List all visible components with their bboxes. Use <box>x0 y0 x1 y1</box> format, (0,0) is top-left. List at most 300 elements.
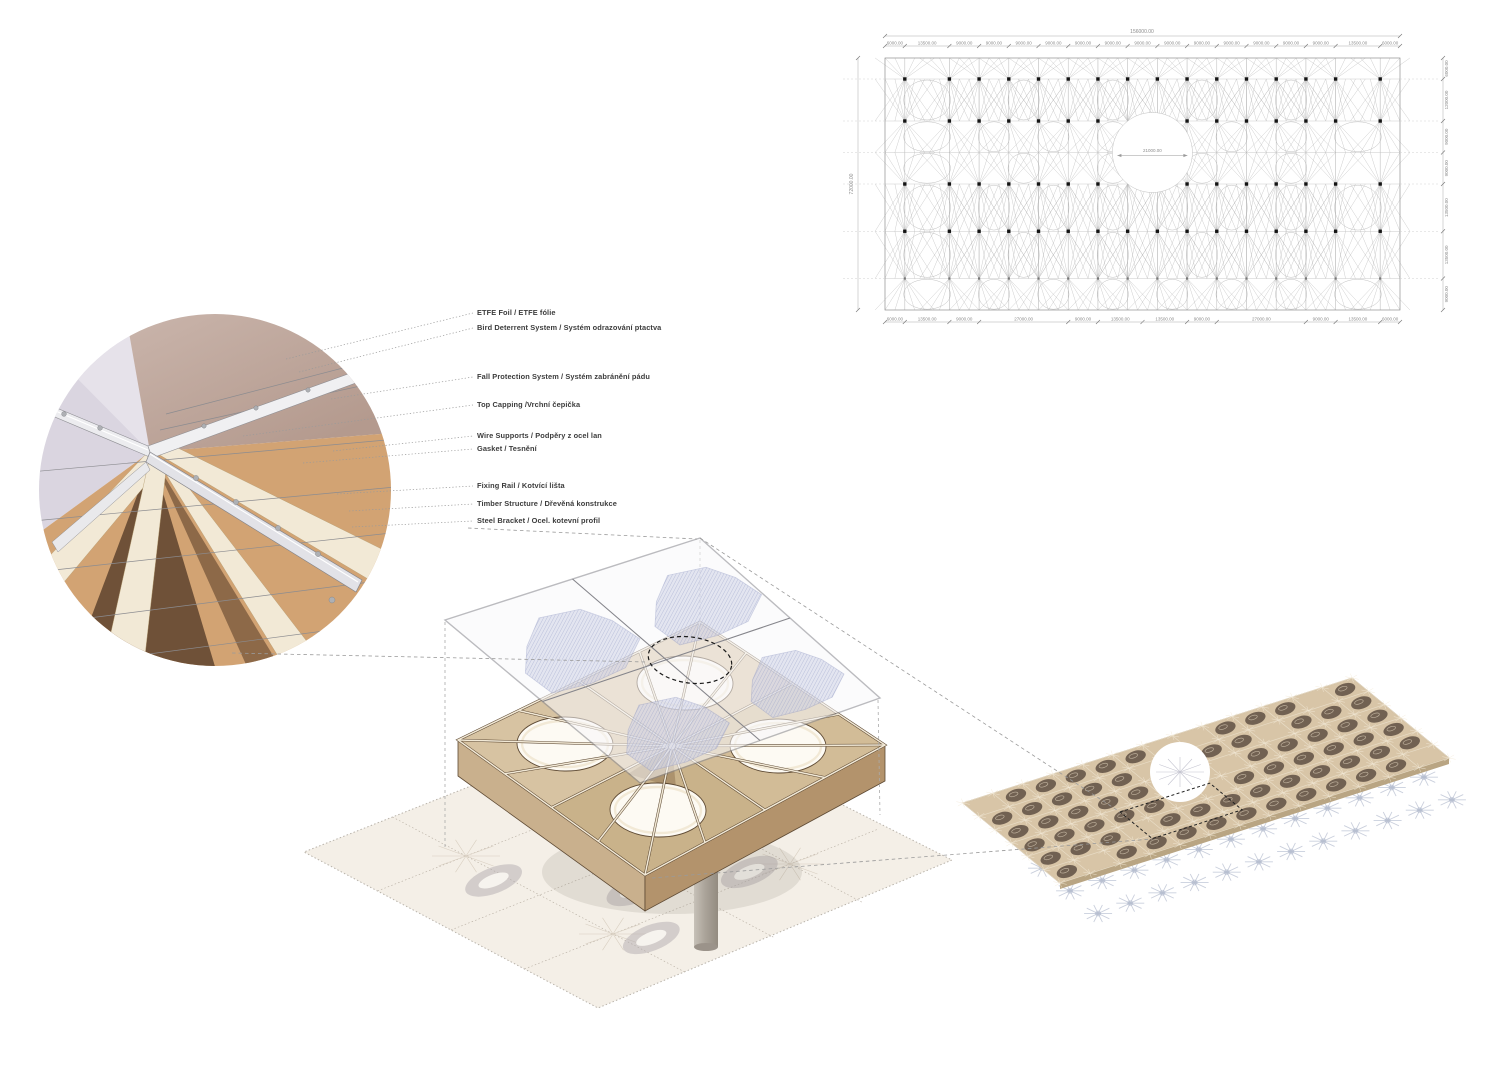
plan-fan-line <box>1207 58 1217 79</box>
plan-column-node-light <box>1067 277 1069 279</box>
plan-fan-line <box>1048 153 1068 185</box>
slab-fan-ray <box>1401 715 1406 718</box>
plan-fan-line <box>939 153 949 185</box>
plan-circle-motif <box>904 232 951 277</box>
slab-fan-ray <box>1081 760 1083 764</box>
callout-label: Timber Structure / Dřevěná konstrukce <box>477 499 617 508</box>
plan-fan-line <box>1197 153 1217 185</box>
slab-fan-ray <box>1368 688 1373 691</box>
plan-fan-line <box>1380 279 1390 311</box>
plan-fan-line <box>949 121 969 153</box>
plan-fan-line <box>1128 279 1138 311</box>
plan-column-node-light <box>1305 277 1307 279</box>
plan-fan-line <box>959 279 979 311</box>
shadow-core <box>1288 849 1294 855</box>
plan-fan-line <box>1306 153 1316 185</box>
plan-column-node <box>1245 182 1248 185</box>
plan-fan-line <box>1138 58 1158 79</box>
plan-column-node <box>1156 77 1159 80</box>
plan-fan-line <box>1068 121 1088 153</box>
plan-fan-line <box>1276 279 1286 311</box>
slab-fan-ray <box>1046 773 1053 774</box>
plan-fan-line <box>1246 153 1256 185</box>
slab-fan-ray <box>1166 734 1173 735</box>
shadow-core <box>1421 774 1427 780</box>
slab-fan-ray <box>1321 683 1323 687</box>
plan-fan-line <box>905 153 935 185</box>
plan-fan-line <box>1360 279 1380 311</box>
plan-column-node <box>1378 182 1381 185</box>
plan-fan-line <box>1237 279 1247 311</box>
plan-fan-line <box>949 153 969 185</box>
slab-fan-ray <box>1016 782 1023 783</box>
plan-fan-line <box>930 279 950 311</box>
plan-column-node-light <box>1245 277 1247 279</box>
plan-fan-line <box>1098 279 1108 311</box>
slab-fan-ray <box>1350 674 1352 678</box>
slab-fan-ray <box>1076 763 1083 764</box>
shadow-core <box>1127 900 1133 906</box>
plan-fan-line <box>1108 279 1128 311</box>
plan-fan-line <box>1078 153 1098 185</box>
plan-fan-line <box>1098 279 1118 311</box>
plan-column-node-light <box>1008 277 1010 279</box>
slab-fan-ray <box>986 792 993 793</box>
plan-column-node <box>1037 119 1040 122</box>
plan-column-node <box>1304 119 1307 122</box>
plan-fan-line <box>875 279 905 311</box>
plan-fan-line <box>979 121 999 153</box>
plan-column-node-light <box>1216 277 1218 279</box>
slab-fan-ray <box>1226 715 1233 716</box>
plan-fan-line <box>979 153 999 185</box>
dim-label: 13500.00 <box>1444 198 1449 218</box>
plan-fan-line <box>1029 58 1039 79</box>
dim-label: 13500.00 <box>1348 316 1368 322</box>
plan-fan-line <box>1306 58 1326 79</box>
shadow-core <box>1352 828 1358 834</box>
plan-column-node <box>1185 77 1188 80</box>
callout-label: Fall Protection System / Systém zabránění pádu <box>477 372 650 381</box>
plan-fan-line <box>1058 153 1068 185</box>
slab-fan-ray <box>956 802 963 803</box>
plan-fan-line <box>1009 58 1029 79</box>
plan-fan-line <box>1256 58 1276 79</box>
callout-label: Gasket / Tesnění <box>477 444 537 453</box>
dim-label: 12000.00 <box>1444 90 1449 110</box>
shadow-core <box>1099 878 1105 884</box>
callout-label: Top Capping /Vrchní čepička <box>477 400 581 409</box>
plan-fan-line <box>939 279 949 311</box>
plan-fan-line <box>1380 153 1400 185</box>
plan-fan-line <box>999 279 1009 311</box>
plan-fan-line <box>1380 121 1400 153</box>
plan-column-node <box>977 119 980 122</box>
plan-column-node <box>1007 182 1010 185</box>
plan-fan-line <box>949 121 959 153</box>
shadow-core <box>1067 888 1073 894</box>
plan-column-node <box>1037 77 1040 80</box>
plan-fan-line <box>1098 153 1108 185</box>
plan-fan-line <box>979 279 989 311</box>
plan-fan-line <box>920 153 950 185</box>
plan-fan-line <box>969 58 979 79</box>
plan-fan-line <box>1108 58 1128 79</box>
plan-fan-line <box>1078 121 1098 153</box>
slab-fan-ray <box>1291 693 1293 697</box>
plan-fan-line <box>1088 153 1098 185</box>
plan-fan-line <box>1276 58 1286 79</box>
plan-fan-line <box>1217 58 1237 79</box>
plan-column-node <box>1067 77 1070 80</box>
plan-column-node <box>1126 77 1129 80</box>
plan-fan-line <box>1068 153 1088 185</box>
plan-fan-line <box>1336 58 1346 79</box>
plan-fan-line <box>989 279 1009 311</box>
plan-fan-line <box>1217 121 1227 153</box>
plan-fan-line <box>1370 279 1380 311</box>
plan-fan-line <box>1286 121 1306 153</box>
plan-fan-line <box>1227 153 1247 185</box>
plan-column-node <box>1245 230 1248 233</box>
plan-fan-line <box>1360 153 1380 185</box>
plan-fan-line <box>875 153 905 185</box>
plan-fan-line <box>1068 121 1078 153</box>
dim-label: 9000.00 <box>956 316 973 322</box>
plan-fan-line <box>949 153 959 185</box>
plan-fan-line <box>1048 121 1068 153</box>
plan-fan-line <box>1246 121 1266 153</box>
plan-column-node-light <box>978 277 980 279</box>
plan-column-node <box>1215 182 1218 185</box>
slab-fan-ray <box>1345 677 1352 678</box>
plan-fan-line <box>1276 121 1296 153</box>
slab-fan-ray <box>1449 755 1454 758</box>
slab-fan-ray <box>958 803 963 806</box>
plan-column-node <box>1334 182 1337 185</box>
slab-fan-ray <box>1141 741 1143 745</box>
plan-fan-line <box>1276 279 1296 311</box>
plan-fan-line <box>1227 121 1247 153</box>
slab-fan-ray <box>1417 728 1422 731</box>
plan-column-node-light <box>1156 277 1158 279</box>
plan-fan-line <box>885 121 905 153</box>
plan-fan-line <box>1350 153 1380 185</box>
plan-fan-line <box>1370 121 1380 153</box>
plan-fan-line <box>1187 279 1207 311</box>
plan-fan-line <box>875 121 905 153</box>
plan-fan-line <box>1098 58 1118 79</box>
plan-column-node <box>1245 119 1248 122</box>
plan-fan-line <box>895 153 905 185</box>
plan-column-node-light <box>1097 277 1099 279</box>
plan-fan-line <box>949 279 959 311</box>
plan-fan-line <box>1237 153 1247 185</box>
support-column-base <box>694 943 718 951</box>
shadow-core <box>1385 818 1391 824</box>
dim-label: 13500.00 <box>917 316 937 322</box>
plan-column-node-light <box>1186 277 1188 279</box>
plan-column-node <box>1215 119 1218 122</box>
slab-fan-ray <box>1285 696 1292 697</box>
plan-fan-line <box>1128 58 1148 79</box>
plan-fan-line <box>1336 279 1356 311</box>
plan-fan-line <box>959 58 979 79</box>
plan-fan-line <box>1118 279 1128 311</box>
plan-fan-line <box>969 279 979 311</box>
slab-fan-ray <box>1352 675 1357 678</box>
plan-fan-line <box>1128 279 1148 311</box>
plan-fan-line <box>1370 153 1380 185</box>
dim-label: 9000.00 <box>1104 40 1121 46</box>
plan-fan-line <box>1029 153 1039 185</box>
plan-column-node <box>1126 230 1129 233</box>
plan-top-dimension-string <box>883 40 1402 48</box>
plan-column-node-light <box>1335 277 1337 279</box>
plan-circle-motif <box>1335 122 1382 152</box>
plan-fan-line <box>1336 279 1346 311</box>
plan-column-node-light <box>1037 277 1039 279</box>
plan-fan-line <box>905 121 935 153</box>
plan-fan-line <box>939 121 949 153</box>
plan-fan-line <box>1266 58 1276 79</box>
plan-fan-line <box>1217 279 1237 311</box>
plan-column-node <box>1096 230 1099 233</box>
plan-right-dimension-string <box>1441 56 1449 312</box>
plan-fan-line <box>1380 58 1400 79</box>
plan-column-node <box>1334 119 1337 122</box>
slab-fan-ray <box>990 830 995 833</box>
callout-label: Steel Bracket / Ocel. kotevní profil <box>477 516 601 525</box>
plan-fan-line <box>1350 121 1380 153</box>
plan-fan-line <box>1286 58 1306 79</box>
shadow-core <box>1320 838 1326 844</box>
plan-fan-line <box>1217 153 1227 185</box>
plan-fan-line <box>1187 58 1207 79</box>
plan-column-node <box>1185 230 1188 233</box>
plan-fan-line <box>989 121 1009 153</box>
dim-label: 9000.00 <box>1193 316 1211 322</box>
shadow-core <box>1164 857 1170 863</box>
plan-column-node-light <box>1379 277 1381 279</box>
plan-column-node <box>977 230 980 233</box>
plan-fan-line <box>1019 279 1039 311</box>
dim-label: 9000.00 <box>1074 40 1092 46</box>
callout-label: ETFE Foil / ETFE fólie <box>477 308 556 317</box>
plan-overall-width-dim: 156000.00 <box>1130 29 1154 35</box>
plan-fan-line <box>1256 121 1276 153</box>
plan-fan-line <box>1058 279 1068 311</box>
plan-fan-line <box>1246 58 1266 79</box>
slab-fan-ray <box>1136 744 1143 745</box>
plan-overall-height-dim: 72000.00 <box>849 173 855 195</box>
plan-fan-line <box>1019 153 1039 185</box>
plan-fan-line <box>1187 279 1197 311</box>
slab-fan-ray <box>1106 754 1113 755</box>
plan-fan-line <box>1350 58 1380 79</box>
dim-label: 9000.00 <box>1312 316 1329 322</box>
plan-fan-line <box>1316 58 1336 79</box>
dim-label: 9000.00 <box>1253 40 1270 46</box>
plan-fan-line <box>1336 153 1346 185</box>
dim-label: 9000.00 <box>956 40 973 46</box>
plan-column-node <box>1275 77 1278 80</box>
plan-fan-line <box>1068 153 1078 185</box>
plan-fan-line <box>989 153 1009 185</box>
shadow-core <box>1228 836 1234 842</box>
plan-fan-line <box>930 58 950 79</box>
plan-fan-line <box>1246 121 1256 153</box>
dim-label: 9000.00 <box>1444 160 1449 177</box>
slab-fan-ray <box>1201 722 1203 726</box>
dim-label: 6000.00 <box>1444 60 1449 77</box>
plan-fan-line <box>895 279 905 311</box>
plan-fan-line <box>1157 279 1177 311</box>
dim-label: 9000.00 <box>985 40 1003 46</box>
dim-label: 6000.00 <box>886 316 904 322</box>
dim-label: 9000.00 <box>1015 40 1032 46</box>
plan-fan-line <box>1039 279 1049 311</box>
plan-column-node-light <box>1127 277 1129 279</box>
plan-fan-line <box>949 58 959 79</box>
plan-fan-line <box>1019 58 1039 79</box>
plan-hole-dim-label: 21000.00 <box>1143 148 1162 153</box>
plan-column-node <box>948 182 951 185</box>
plan-fan-line <box>905 58 915 79</box>
plan-fan-line <box>905 121 915 153</box>
plan-column-node <box>1378 77 1381 80</box>
plan-fan-line <box>1098 58 1108 79</box>
plan-fan-line <box>1336 121 1356 153</box>
plan-fan-line <box>1276 153 1286 185</box>
plan-column-node <box>1007 77 1010 80</box>
dim-label: 9000.00 <box>1444 286 1449 303</box>
plan-fan-line <box>1276 121 1286 153</box>
plan-fan-line <box>1039 58 1049 79</box>
plan-fan-line <box>1088 279 1098 311</box>
plan-fan-line <box>930 121 950 153</box>
dim-label: 27000.00 <box>1251 316 1271 322</box>
plan-column-node-light <box>948 277 950 279</box>
plan-fan-line <box>1276 153 1296 185</box>
dim-label: 6000.00 <box>1381 40 1399 46</box>
plan-fan-line <box>1048 279 1068 311</box>
plan-fan-line <box>1147 58 1157 79</box>
roof-structure-render <box>956 674 1466 922</box>
shadow-core <box>1196 847 1202 853</box>
plan-column-node <box>903 230 906 233</box>
plan-column-node <box>1275 119 1278 122</box>
slab-fan-ray <box>1384 702 1389 705</box>
plan-fan-line <box>1039 121 1049 153</box>
plan-fan-line <box>1088 121 1098 153</box>
plan-column-node <box>1275 230 1278 233</box>
plan-fan-line <box>1350 279 1380 311</box>
plan-fan-line <box>999 121 1009 153</box>
slab-fan-ray <box>1171 731 1173 735</box>
plan-fan-line <box>1276 58 1296 79</box>
shadow-core <box>1449 797 1455 803</box>
slab-fan-ray <box>1315 686 1322 687</box>
plan-fan-line <box>1246 279 1256 311</box>
plan-fan-line <box>1360 121 1380 153</box>
plan-fan-line <box>1029 279 1039 311</box>
plan-fan-line <box>949 58 969 79</box>
plan-fan-line <box>1058 121 1068 153</box>
plan-fan-line <box>1296 153 1306 185</box>
plan-fan-line <box>1246 58 1256 79</box>
plan-fan-line <box>1237 58 1247 79</box>
plan-fan-line <box>969 153 979 185</box>
plan-fan-line <box>949 279 969 311</box>
callout-label: Fixing Rail / Kotvící lišta <box>477 481 565 490</box>
plan-fan-line <box>1048 58 1068 79</box>
slab-fan-ray <box>1021 779 1023 783</box>
plan-overall-dimensions <box>849 29 1154 194</box>
plan-column-node <box>903 182 906 185</box>
plan-circle-motif <box>904 153 951 183</box>
plan-column-node <box>1378 230 1381 233</box>
plan-fan-line <box>1306 279 1316 311</box>
dim-label: 9000.00 <box>1312 40 1329 46</box>
plan-fan-line <box>1009 153 1019 185</box>
plan-column-node <box>1378 119 1381 122</box>
plan-column-node <box>1215 230 1218 233</box>
callout-labels <box>477 308 662 525</box>
plan-column-node <box>1067 182 1070 185</box>
plan-fan-line <box>1217 153 1237 185</box>
dim-label: 13500.00 <box>917 40 937 46</box>
plan-fan-line <box>1039 121 1059 153</box>
plan-fan-line <box>1306 121 1326 153</box>
dim-label: 9000.00 <box>1193 40 1211 46</box>
plan-fan-line <box>1118 58 1128 79</box>
plan-fan-line <box>979 279 999 311</box>
plan-fan-line <box>1019 121 1039 153</box>
plan-fan-line <box>1306 121 1316 153</box>
connector-labels-to-axon <box>468 528 697 539</box>
callout-label: Bird Deterrent System / Systém odrazování ptactva <box>477 323 662 332</box>
slab-fan-ray <box>961 799 963 803</box>
plan-fan-line <box>1068 279 1078 311</box>
dim-label: 13500.00 <box>1444 245 1449 265</box>
plan-fan-line <box>1380 279 1410 311</box>
plan-fan-line <box>1039 153 1059 185</box>
plan-fan-line <box>1009 121 1019 153</box>
slab-fan-ray <box>1449 758 1456 759</box>
plan-circle-motif <box>904 185 951 230</box>
plan-circle-motif <box>904 80 951 120</box>
plan-fan-line <box>930 153 950 185</box>
shadow-core <box>1389 785 1395 791</box>
plan-fan-line <box>1039 279 1059 311</box>
plan-fan-line <box>1207 153 1217 185</box>
plan-fan-line <box>1177 279 1187 311</box>
shadow-core <box>1095 911 1101 917</box>
plan-fan-line <box>1246 279 1266 311</box>
plan-fan-line <box>1207 121 1217 153</box>
slab-fan-ray <box>1196 725 1203 726</box>
plan-column-node <box>948 230 951 233</box>
slab-fan-ray <box>1449 758 1451 762</box>
plan-column-node <box>1067 119 1070 122</box>
plan-fan-line <box>1167 58 1187 79</box>
shadow-core <box>1324 805 1330 811</box>
plan-column-node-light <box>1275 277 1277 279</box>
dim-label: 13500.00 <box>1110 316 1130 322</box>
plan-fan-line <box>989 58 1009 79</box>
plan-fan-line <box>1360 58 1380 79</box>
